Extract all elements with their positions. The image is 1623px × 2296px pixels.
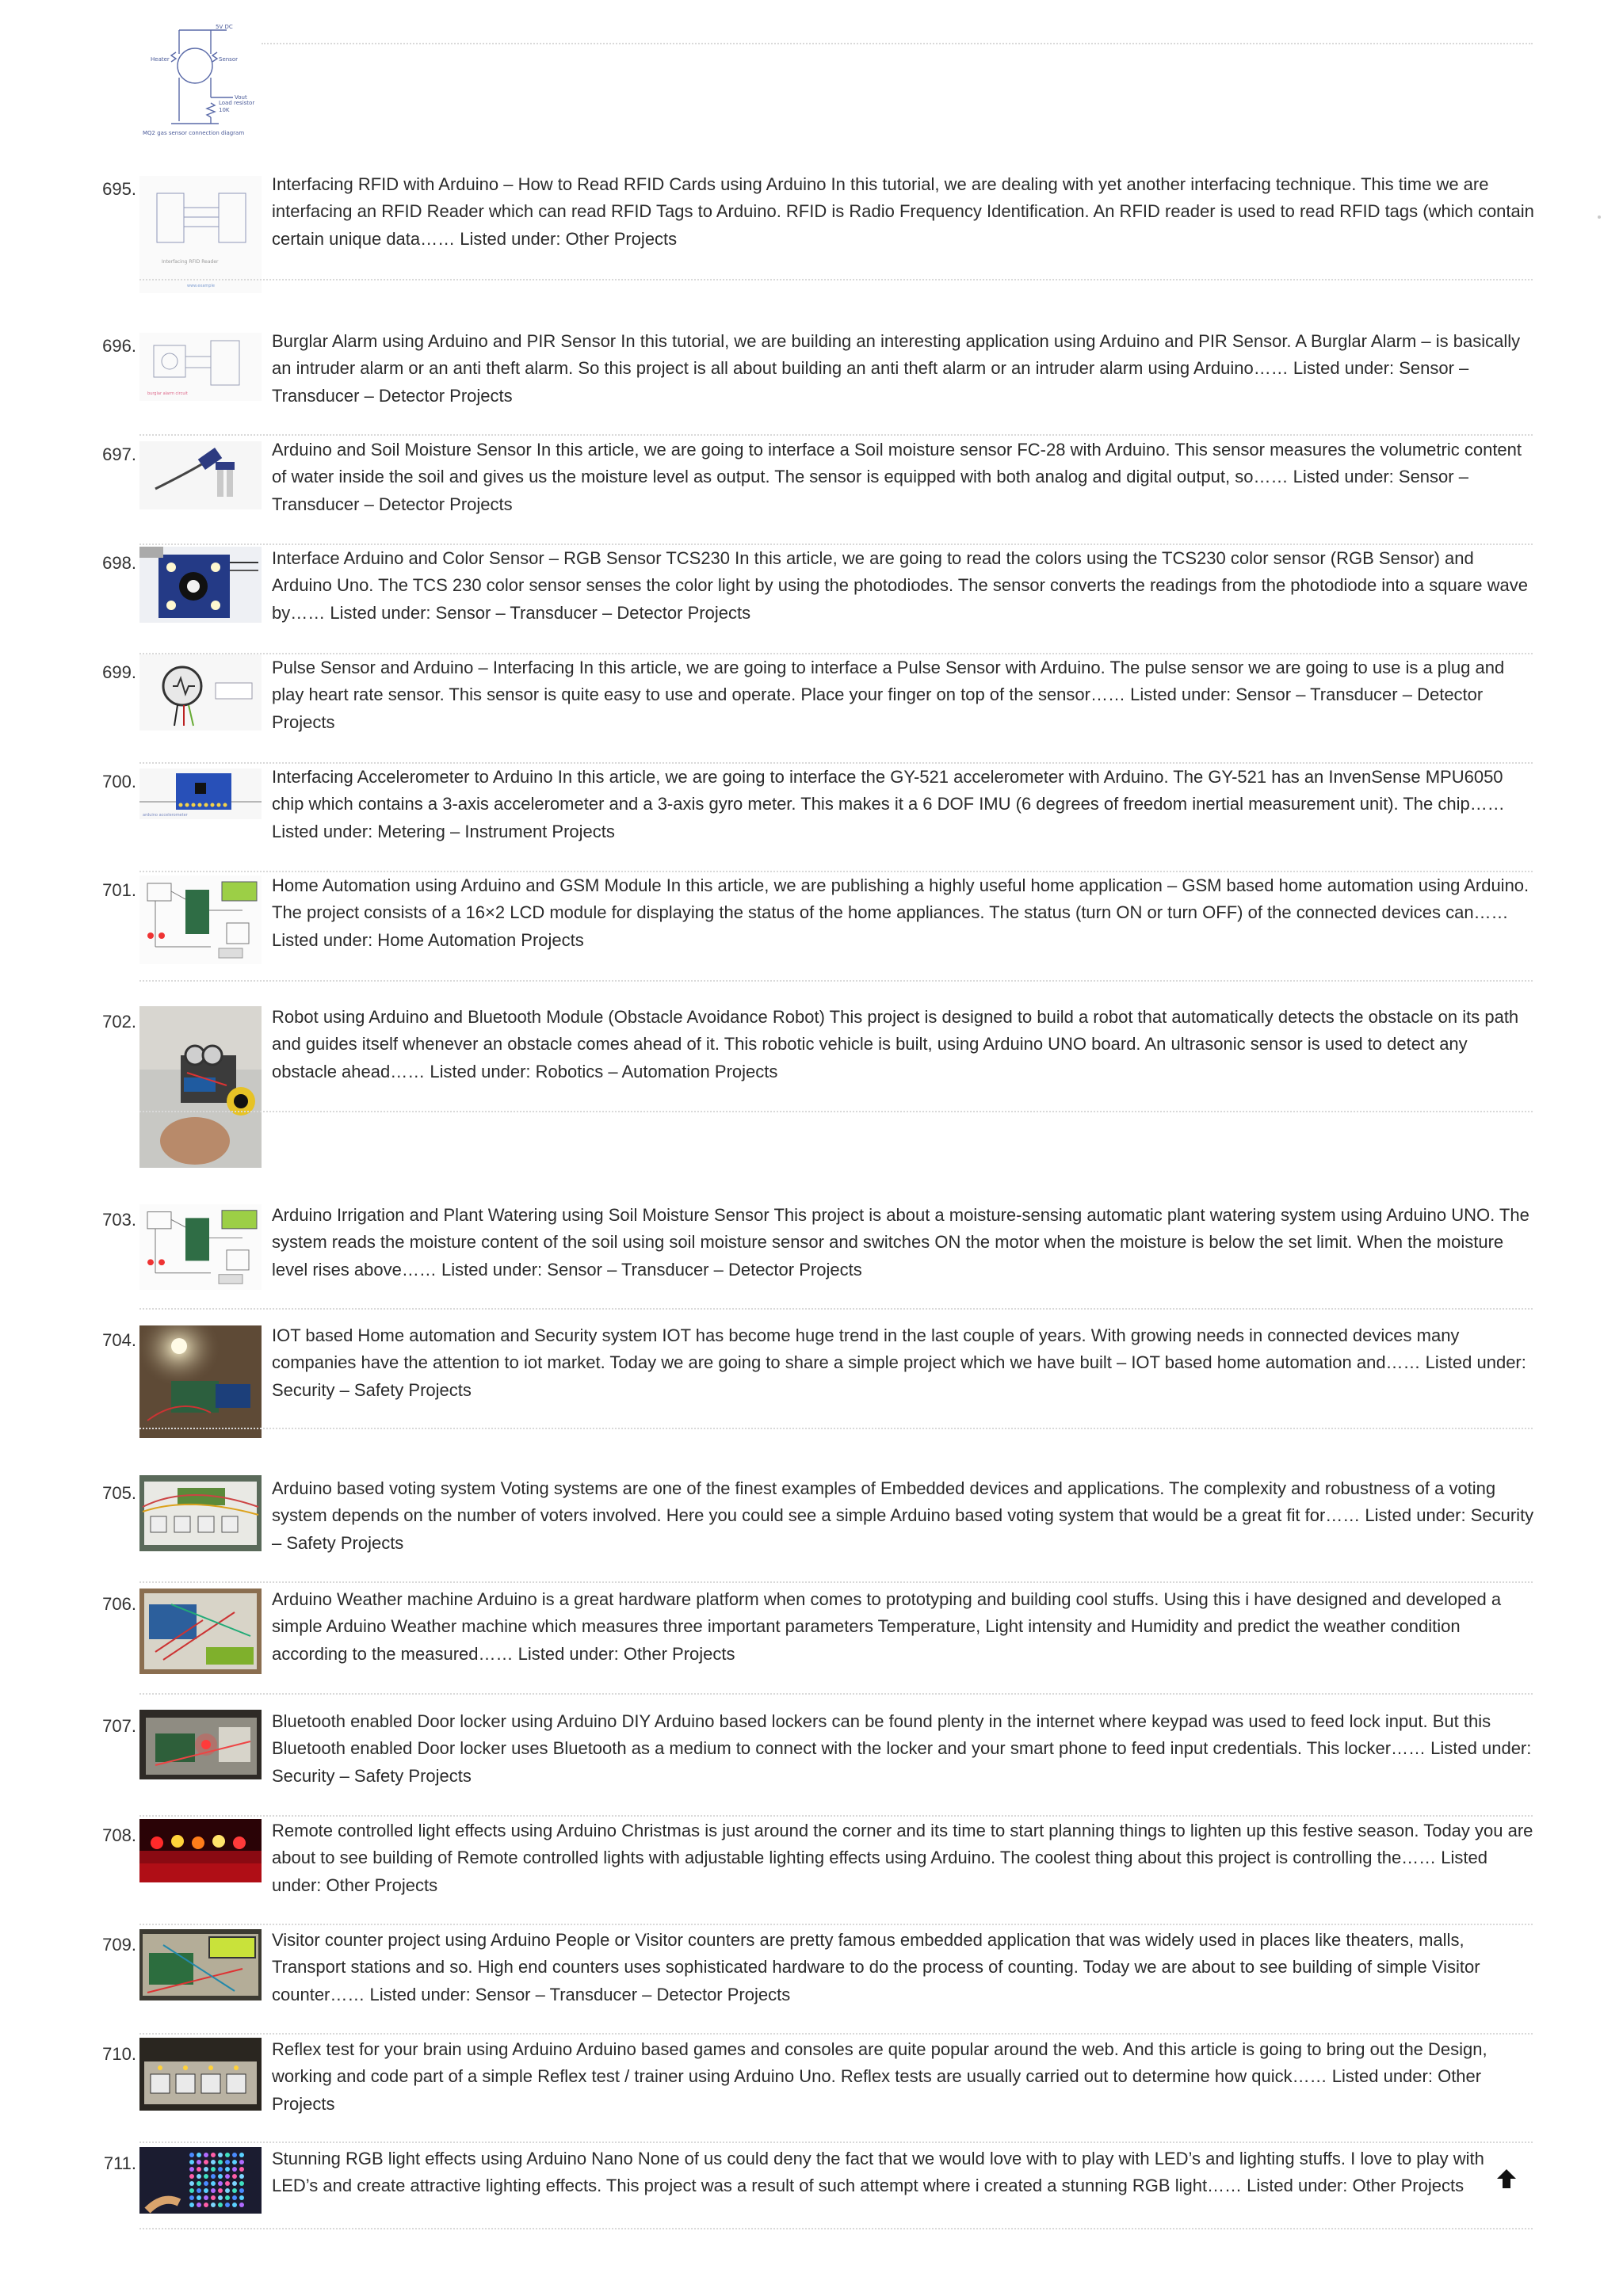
project-thumbnail[interactable] (139, 2147, 262, 2214)
project-thumbnail[interactable] (139, 769, 262, 819)
divider (139, 1815, 1533, 1817)
project-description[interactable]: Arduino Irrigation and Plant Watering using Soil Moisture Sensor This project is about a moisture-sensing automatic plant watering system using Arduino UNO. The system reads the moisture content of the soil using soil moisture sensor and switches ON the motor when the moisture is below the set limit. When the moisture level rises above…… Listed under: Sensor – Transducer – Detector Projects (272, 1205, 1529, 1280)
label-10k: 10K (219, 107, 230, 113)
item-number: 706. (102, 1594, 136, 1614)
divider (262, 43, 1533, 44)
divider (139, 279, 1533, 280)
divider (139, 2033, 1533, 2035)
project-description[interactable]: Arduino and Soil Moisture Sensor In this article, we are going to interface a Soil moisture sensor FC-28 with Arduino. This sensor measures the volumetric content of water inside the soil and gives us the moisture level as output. The sensor is equipped with both analog and digital output, so…… Listed under: Sensor – Transducer – Detector Projects (272, 440, 1522, 514)
item-number: 705. (102, 1483, 136, 1503)
project-thumbnail[interactable] (139, 1475, 262, 1551)
item-number: 707. (102, 1716, 136, 1736)
project-description[interactable]: IOT based Home automation and Security system IOT has become huge trend in the last couple of years. With growing needs in connected devices many companies have the attention to iot market. Today we are going to share a simple project which we have built – IOT based home automation and…… Listed under: Security – Safety Projects (272, 1325, 1526, 1400)
item-number: 702. (102, 1012, 136, 1032)
project-thumbnail[interactable] (139, 176, 262, 293)
project-description[interactable]: Home Automation using Arduino and GSM Module In this article, we are publishing a highly useful home application – GSM based home automation using Arduino. The project consists of a 16×2 LCD module for displaying the status of the home appliances. The status (turn ON or turn OFF) of the connected devices can…… Listed under: Home Automation Projects (272, 875, 1529, 950)
scroll-mark (1598, 215, 1601, 219)
project-description[interactable]: Bluetooth enabled Door locker using Arduino DIY Arduino based lockers can be found plenty in the internet where keypad was used to feed lock input. But this Bluetooth enabled Door locker uses Bluetooth as a medium to connect with the locker and your smart phone to feed input credentials. This locker…… Listed under: Security – Safety Projects (272, 1711, 1532, 1786)
item-number: 698. (102, 553, 136, 573)
label-caption: MQ2 gas sensor connection diagram (143, 130, 245, 136)
project-description[interactable]: Stunning RGB light effects using Arduino Nano None of us could deny the fact that we would love with to play with LED’s and lighting stuffs. I love to play with LED’s and create attractive lighting effects. This project was a result of such attempt where i created a stunning RGB light…… Listed under: Other Projects (272, 2149, 1484, 2196)
project-description[interactable]: Visitor counter project using Arduino People or Visitor counters are pretty famous embedded application that was widely used in places like theaters, malls, Transport stations and so. High end counters uses sophisticated hardware to do the process of counting. Today we are about to see building of simple Visitor counter…… Listed under: Sensor – Transducer – Detector Projects (272, 1930, 1480, 2004)
label-heater: Heater (151, 56, 170, 63)
project-description[interactable]: Reflex test for your brain using Arduino Arduino based games and consoles are quite popular around the web. And this article is going to bring out the Design, working and code part of a simple Reflex test / trainer using Arduino Uno. Reflex tests are usually carried out to determine how quick…… Listed under: Other Projects (272, 2039, 1487, 2114)
arrow-up-icon[interactable] (1495, 2168, 1518, 2190)
project-thumbnail[interactable] (139, 1589, 262, 1674)
item-number: 708. (102, 1825, 136, 1845)
svg-text:www.example: www.example (187, 284, 215, 288)
project-description[interactable]: Interfacing RFID with Arduino – How to Read RFID Cards using Arduino In this tutorial, we are dealing with yet another interfacing technique. This time we are interfacing an RFID Reader which can read RFID Tags to Arduino. RFID is Radio Frequency Identification. An RFID reader is used to read RFID tags (which contain certain unique data…… Listed under: Other Projects (272, 174, 1534, 249)
divider (139, 1308, 1533, 1310)
divider (139, 980, 1533, 982)
project-thumbnail[interactable] (139, 1929, 262, 2000)
project-thumbnail[interactable] (139, 1325, 262, 1438)
project-thumbnail[interactable] (139, 1006, 262, 1168)
item-number: 696. (102, 336, 136, 356)
divider (139, 1111, 1533, 1112)
mq2-diagram-thumbnail[interactable] (139, 14, 260, 141)
item-number: 695. (102, 179, 136, 199)
divider (139, 434, 1533, 436)
project-thumbnail[interactable] (139, 547, 262, 623)
project-thumbnail[interactable] (139, 1204, 262, 1290)
svg-text:Interfacing RFID Reader: Interfacing RFID Reader (162, 259, 219, 265)
project-thumbnail[interactable] (139, 2038, 262, 2111)
project-description[interactable]: Pulse Sensor and Arduino – Interfacing In this article, we are going to interface a Pulse Sensor with Arduino. The pulse sensor we are going to use is a plug and play heart rate sensor. This sensor is quite easy to use and operate. Place your finger on top of the sensor…… Listed under: Sensor – Transducer – Detector Projects (272, 658, 1505, 732)
project-description[interactable]: Interface Arduino and Color Sensor – RGB Sensor TCS230 In this article, we are going to read the colors using the TCS230 color sensor (RGB Sensor) and Arduino Uno. The TCS 230 color sensor senses the color light by using the photodiodes. The sensor converts the readings from the photodiode into a square wave by…… Listed under: Sensor – Transducer – Detector Projects (272, 548, 1528, 623)
item-number: 701. (102, 880, 136, 900)
project-thumbnail[interactable] (139, 333, 262, 401)
project-thumbnail[interactable] (139, 441, 262, 509)
svg-text:burglar alarm circuit: burglar alarm circuit (147, 391, 188, 396)
divider (139, 1924, 1533, 1925)
label-vout: Vout (235, 94, 247, 101)
project-description[interactable]: Arduino Weather machine Arduino is a great hardware platform when comes to prototyping and building cool stuffs. Using this i have designed and developed a simple Arduino Weather machine which measures three important parameters Temperature, Light intensity and Humidity and predict the weather condition according to the measured…… Listed under: Other Projects (272, 1589, 1502, 1664)
project-description[interactable]: Burglar Alarm using Arduino and PIR Sensor In this tutorial, we are building an interesting application using Arduino and PIR Sensor. A Burglar Alarm – is basically an intruder alarm or an anti theft alarm. So this project is all about building an anti theft alarm or an intruder alarm using Arduino…… Listed under: Sensor – Transducer – Detector Projects (272, 331, 1521, 406)
item-number: 710. (102, 2044, 136, 2064)
project-description[interactable]: Arduino based voting system Voting systems are one of the finest examples of Embedded devices and applications. The complexity and robustness of a voting system depends on the number of voters involved. Here you could see a simple Arduino based voting system that would be a great fit for…… Listed under: Security – Safety Projects (272, 1478, 1534, 1553)
item-number: 709. (102, 1935, 136, 1955)
divider (139, 1428, 1533, 1429)
project-thumbnail[interactable] (139, 1710, 262, 1779)
item-number: 704. (102, 1330, 136, 1350)
divider (139, 2142, 1533, 2143)
project-description[interactable]: Remote controlled light effects using Arduino Christmas is just around the corner and its time to start planning things to lighten up this festive season. Today you are about to see building of Remote controlled lights with adjustable lighting effects using Arduino. The coolest thing about this project is controlling the…… Listed under: Other Projects (272, 1821, 1533, 1895)
item-number: 697. (102, 444, 136, 464)
item-number: 711. (103, 2153, 136, 2173)
project-thumbnail[interactable] (139, 654, 262, 730)
project-description[interactable]: Robot using Arduino and Bluetooth Module (Obstacle Avoidance Robot) This project is designed to build a robot that automatically detects the obstacle on its path and guides itself whenever an obstacle comes ahead of it. This robotic vehicle is built, using Arduino UNO board. An ultrasonic sensor is used to detect any obstacle ahead…… Listed under: Robotics – Automation Projects (272, 1007, 1519, 1081)
divider (139, 2228, 1533, 2229)
project-description[interactable]: Interfacing Accelerometer to Arduino In this article, we are going to interface the GY-521 accelerometer with Arduino. The GY-521 has an InvenSense MPU6050 chip which contains a 3-axis accelerometer and a 3-axis gyro meter. This makes it a 6 DOF IMU (6 degrees of freedom inertial measurement unit). The chip…… Listed under: Metering – Instrument Projects (272, 767, 1505, 841)
project-thumbnail[interactable] (139, 1819, 262, 1882)
item-number: 699. (102, 662, 136, 682)
item-number: 700. (102, 772, 136, 791)
divider (139, 1581, 1533, 1583)
divider (139, 1693, 1533, 1695)
svg-text:arduino accelerometer: arduino accelerometer (143, 813, 188, 818)
project-thumbnail[interactable] (139, 875, 262, 964)
label-sensor: Sensor (219, 56, 238, 63)
label-5v: 5V DC (216, 24, 233, 30)
label-load: Load resistor (219, 100, 255, 106)
item-number: 703. (102, 1210, 136, 1230)
